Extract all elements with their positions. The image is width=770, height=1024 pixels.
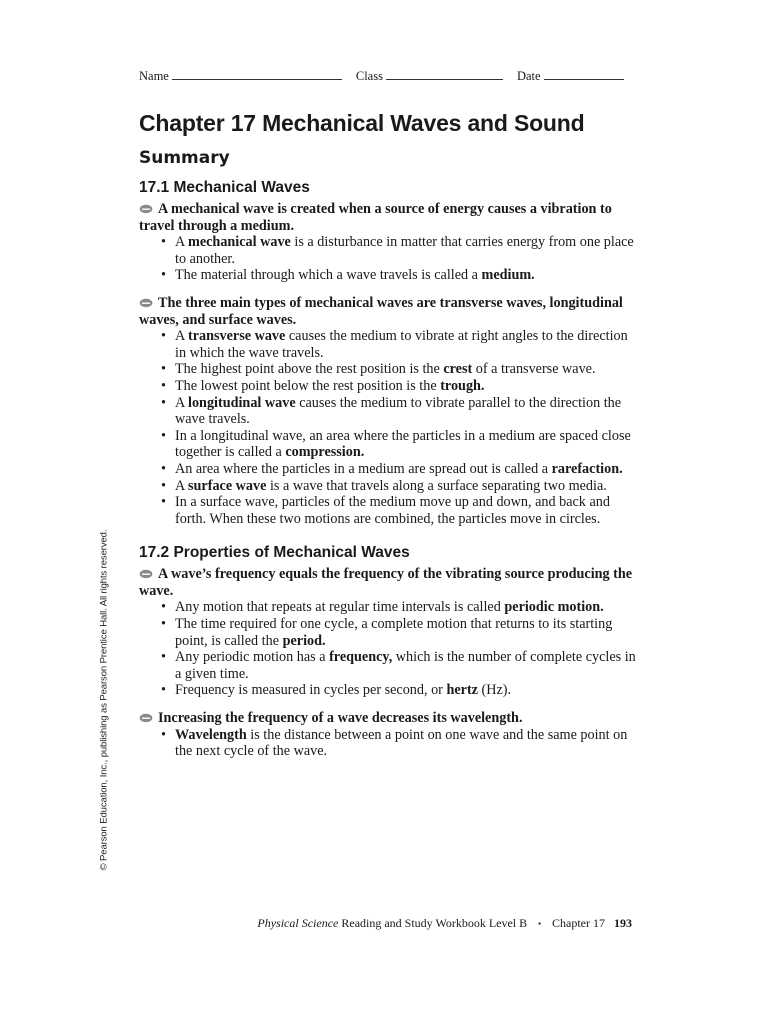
bullet-item: [161, 234, 639, 267]
term: Wavelength: [175, 726, 247, 743]
bullet-text: causes the medium to vibrate parallel to the direction the wave travels.: [175, 394, 622, 428]
summary-content: [139, 178, 639, 760]
bullet-item: [161, 395, 639, 428]
term: hertz: [446, 682, 478, 699]
bullet-text: of a transverse wave.: [472, 361, 596, 378]
copyright-notice: © Pearson Education, Inc., publishing as Pearson Prentice Hall. All rights reserved.: [98, 529, 110, 871]
bullet-list: [139, 234, 639, 284]
key-concept-icon: [139, 202, 153, 212]
key-concept: [139, 566, 639, 599]
bullet-text: is a wave that travels along a surface separating two media.: [266, 477, 607, 494]
bullet-text: A: [175, 234, 189, 251]
key-concept-text: Increasing the frequency of a wave decreases its wavelength.: [158, 710, 523, 727]
bullet-item: [161, 267, 639, 284]
bullet-item: [161, 428, 639, 461]
term: trough.: [440, 377, 485, 394]
bullet-text: A: [175, 394, 189, 411]
bullet-text: In a surface wave, particles of the medium move up and down, and back and forth. When these two motions are combined, the particles move in circles.: [175, 494, 610, 527]
term: compression.: [285, 444, 365, 461]
bullet-text: The material through which a wave travels is called a: [175, 267, 482, 284]
bullet-item: [161, 461, 639, 478]
term: crest: [443, 361, 473, 378]
bullet-text: The highest point above the rest position is the: [175, 361, 444, 378]
bullet-text: causes the medium to vibrate at right angles to the direction in which the wave travels.: [175, 328, 628, 361]
term: periodic motion.: [504, 599, 604, 616]
bullet-list: [139, 727, 639, 760]
key-concept-text: The three main types of mechanical waves are transverse waves, longitudinal waves, and surface waves.: [139, 294, 623, 328]
header-fields: [139, 68, 639, 84]
term: rarefaction.: [551, 460, 623, 477]
bullet-item: [161, 478, 639, 495]
page-number: 193: [614, 916, 632, 930]
bullet-item: [161, 616, 639, 649]
bullet-list: [139, 599, 639, 699]
bullet-text: Frequency is measured in cycles per second, or: [175, 682, 447, 699]
term: medium.: [481, 267, 535, 284]
class-field[interactable]: [356, 68, 503, 84]
class-label: Class: [355, 69, 383, 83]
footer-book-title: Physical Science: [257, 916, 339, 930]
term: mechanical wave: [188, 234, 291, 251]
date-blank[interactable]: [544, 68, 624, 80]
date-field[interactable]: [517, 68, 624, 84]
bullet-list: [139, 328, 639, 527]
bullet-item: [161, 727, 639, 760]
name-field[interactable]: [139, 68, 342, 84]
bullet-text: An area where the particles in a medium are spread out is called a: [175, 460, 552, 477]
name-label: Name: [139, 69, 169, 83]
bullet-text: is the distance between a point on one wave and the same point on the next cycle of the wave.: [175, 726, 628, 760]
bullet-item: [161, 494, 639, 527]
term: longitudinal wave: [188, 394, 296, 411]
bullet-item: [161, 328, 639, 361]
term: frequency,: [329, 649, 393, 666]
bullet-text: The lowest point below the rest position is the: [175, 377, 441, 394]
bullet-item: [161, 378, 639, 395]
key-concept: [139, 710, 639, 727]
bullet-text: (Hz).: [477, 682, 512, 699]
term: transverse wave: [188, 328, 286, 345]
footer-chapter: Chapter 17: [552, 916, 605, 930]
bullet-text: is a disturbance in matter that carries energy from one place to another.: [175, 234, 634, 267]
key-concept-icon: [139, 567, 153, 577]
bullet-text: A: [175, 328, 189, 345]
name-blank[interactable]: [172, 68, 342, 80]
bullet-item: [161, 649, 639, 682]
key-concept: [139, 201, 639, 234]
key-concept-text: A wave’s frequency equals the frequency of the vibrating source producing the wave.: [139, 566, 633, 599]
key-concept: [139, 295, 639, 328]
bullet-text: Any motion that repeats at regular time intervals is called: [175, 599, 505, 616]
bullet-item: [161, 682, 639, 699]
key-concept-text: A mechanical wave is created when a source of energy causes a vibration to travel through a medium.: [139, 201, 612, 234]
chapter-title: Chapter 17 Mechanical Waves and Sound: [139, 110, 585, 136]
bullet-text: In a longitudinal wave, an area where the particles in a medium are spaced close together is called a: [175, 427, 631, 461]
term: period.: [282, 632, 326, 649]
page-footer: [257, 916, 632, 931]
bullet-text: The time required for one cycle, a complete motion that returns to its starting point, is called the: [175, 616, 613, 649]
section-heading: 17.1 Mechanical Waves: [139, 179, 310, 196]
footer-separator: ▪: [538, 919, 541, 928]
footer-book-subtitle: Reading and Study Workbook Level B: [341, 916, 528, 930]
bullet-item: [161, 361, 639, 378]
term: surface wave: [188, 477, 267, 494]
summary-heading: Summary: [139, 148, 230, 168]
key-concept-icon: [139, 711, 153, 721]
date-label: Date: [516, 69, 541, 83]
bullet-text: which is the number of complete cycles in a given time.: [175, 649, 636, 682]
bullet-text: A: [175, 477, 189, 494]
key-concept-icon: [139, 296, 153, 306]
class-blank[interactable]: [386, 68, 503, 80]
bullet-item: [161, 599, 639, 616]
bullet-text: Any periodic motion has a: [175, 649, 330, 666]
section-heading: 17.2 Properties of Mechanical Waves: [139, 544, 410, 562]
